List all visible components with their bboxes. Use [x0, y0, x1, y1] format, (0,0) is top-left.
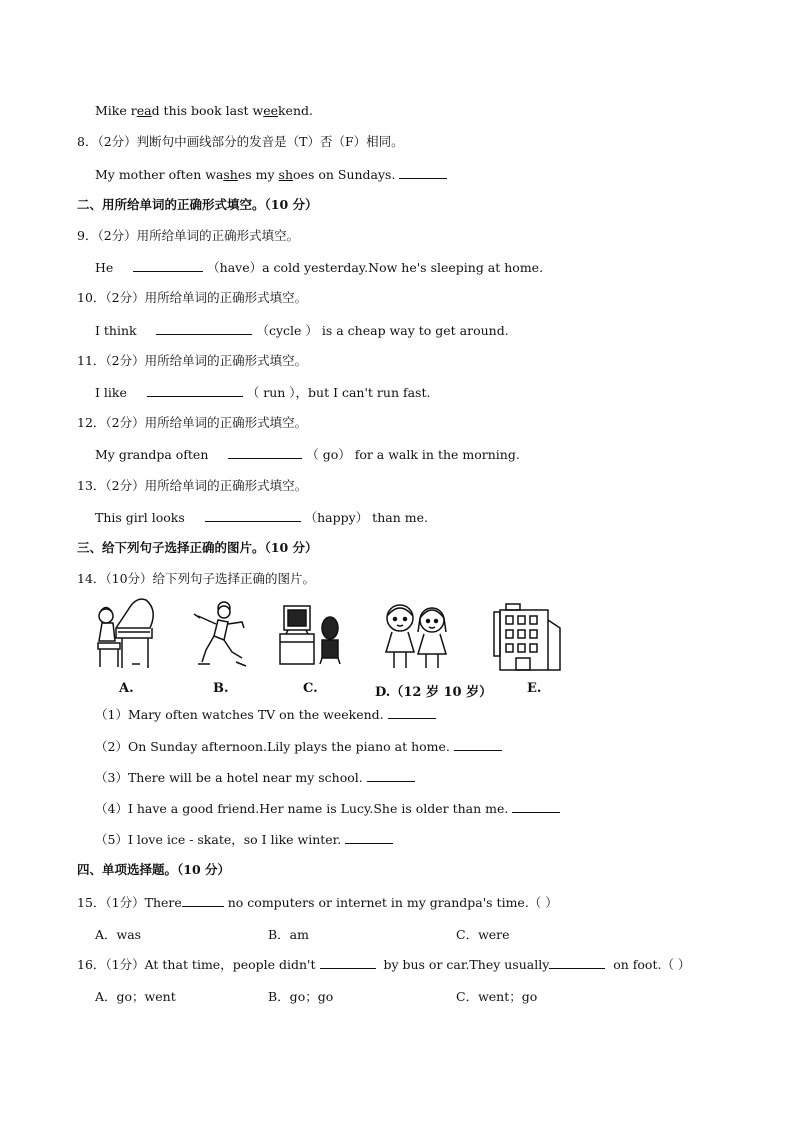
text: My mother often wa — [95, 167, 224, 182]
text: （4）I have a good friend.Her name is Lucy.She is older than me. — [95, 801, 509, 816]
picture-e-label: E. — [527, 681, 542, 696]
question-10-title: 10．（2分）用所给单词的正确形式填空。 — [77, 290, 308, 305]
answer-blank[interactable] — [182, 894, 224, 907]
text: no computers or internet in my grandpa's time.（ ） — [223, 895, 558, 910]
question-14-item-3 — [95, 769, 415, 786]
question-7-sentence — [95, 103, 313, 119]
q15-option-b[interactable]: B．am — [268, 927, 309, 942]
text: （5）I love ice - skate，so I like winter. — [95, 832, 342, 847]
watching-tv-picture — [274, 598, 346, 674]
answer-blank[interactable] — [549, 956, 605, 969]
question-15 — [77, 894, 558, 911]
answer-blank[interactable] — [454, 738, 502, 751]
two-girls-picture — [378, 598, 458, 674]
underlined-text: ea — [136, 103, 152, 118]
text: 16．（1分）At that time，people didn't — [77, 957, 316, 972]
underlined-text: ee — [263, 103, 278, 118]
question-16 — [77, 956, 690, 973]
piano-girl-picture — [92, 598, 158, 674]
text: I think — [95, 323, 137, 338]
text: d this book last w — [151, 103, 264, 118]
text: es my — [237, 167, 279, 182]
text: （2）On Sunday afternoon.Lily plays the piano at home. — [95, 739, 450, 754]
section-4-heading: 四、单项选择题。（10 分） — [77, 862, 230, 877]
text: kend. — [277, 103, 313, 118]
q15-option-a[interactable]: A．was — [95, 927, 142, 942]
question-14-item-5 — [95, 831, 393, 848]
answer-blank[interactable] — [156, 322, 252, 335]
text: by bus or car.They usually — [383, 957, 550, 972]
text: This girl looks — [95, 510, 185, 525]
picture-c-label: C. — [303, 681, 318, 696]
question-14-item-2 — [95, 738, 502, 755]
text: oes on Sundays. — [293, 167, 396, 182]
text: （happy） than me. — [304, 510, 428, 525]
q16-option-c[interactable]: C．went；go — [456, 989, 538, 1004]
answer-blank[interactable] — [205, 509, 301, 522]
text: （have）a cold yesterday.Now he's sleeping at home. — [207, 260, 544, 275]
answer-blank[interactable] — [399, 166, 447, 179]
text: （cycle ） is a cheap way to get around. — [256, 323, 509, 338]
q16-option-a[interactable]: A．go；went — [95, 989, 176, 1004]
text: I like — [95, 385, 127, 400]
question-11-sentence — [95, 384, 430, 401]
question-12-sentence — [95, 446, 520, 463]
question-9-sentence — [95, 259, 543, 276]
underlined-text: sh — [278, 167, 294, 182]
question-14-item-1 — [95, 706, 436, 723]
answer-blank[interactable] — [228, 446, 302, 459]
question-8-sentence — [95, 166, 447, 183]
underlined-text: sh — [223, 167, 238, 182]
answer-blank[interactable] — [388, 706, 436, 719]
section-3-heading: 三、给下列句子选择正确的图片。（10 分） — [77, 540, 318, 555]
answer-blank[interactable] — [147, 384, 243, 397]
text: （ go） for a walk in the morning. — [306, 447, 520, 462]
question-9-title: 9．（2分）用所给单词的正确形式填空。 — [77, 228, 300, 243]
q15-option-c[interactable]: C．were — [456, 927, 510, 942]
section-2-heading: 二、用所给单词的正确形式填空。（10 分） — [77, 197, 318, 212]
answer-blank[interactable] — [345, 831, 393, 844]
text: （ run ），but I can't run fast. — [246, 385, 431, 400]
text: （1）Mary often watches TV on the weekend. — [95, 707, 384, 722]
text: He — [95, 260, 114, 275]
question-10-sentence — [95, 322, 509, 339]
question-14-title: 14．（10分）给下列句子选择正确的图片。 — [77, 571, 316, 586]
question-14-item-4 — [95, 800, 560, 817]
text: Mike r — [95, 103, 137, 118]
picture-a-label: A. — [119, 681, 134, 696]
question-13-title: 13．（2分）用所给单词的正确形式填空。 — [77, 478, 308, 493]
text: （3）There will be a hotel near my school. — [95, 770, 363, 785]
text: 15．（1分）There — [77, 895, 182, 910]
q16-option-b[interactable]: B．go；go — [268, 989, 334, 1004]
text: My grandpa often — [95, 447, 209, 462]
question-12-title: 12．（2分）用所给单词的正确形式填空。 — [77, 415, 308, 430]
picture-d-label: D.（12 岁 10 岁） — [375, 685, 493, 700]
question-8-title: 8．（2分）判断句中画线部分的发音是（T）否（F）相同。 — [77, 134, 404, 149]
answer-blank[interactable] — [320, 956, 376, 969]
answer-blank[interactable] — [133, 259, 203, 272]
hotel-building-picture — [492, 598, 566, 674]
answer-blank[interactable] — [367, 769, 415, 782]
question-13-sentence — [95, 509, 428, 526]
ice-skater-picture — [184, 598, 250, 674]
text: on foot.（ ） — [613, 957, 691, 972]
answer-blank[interactable] — [512, 800, 560, 813]
picture-b-label: B. — [213, 681, 229, 696]
question-11-title: 11．（2分）用所给单词的正确形式填空。 — [77, 353, 308, 368]
